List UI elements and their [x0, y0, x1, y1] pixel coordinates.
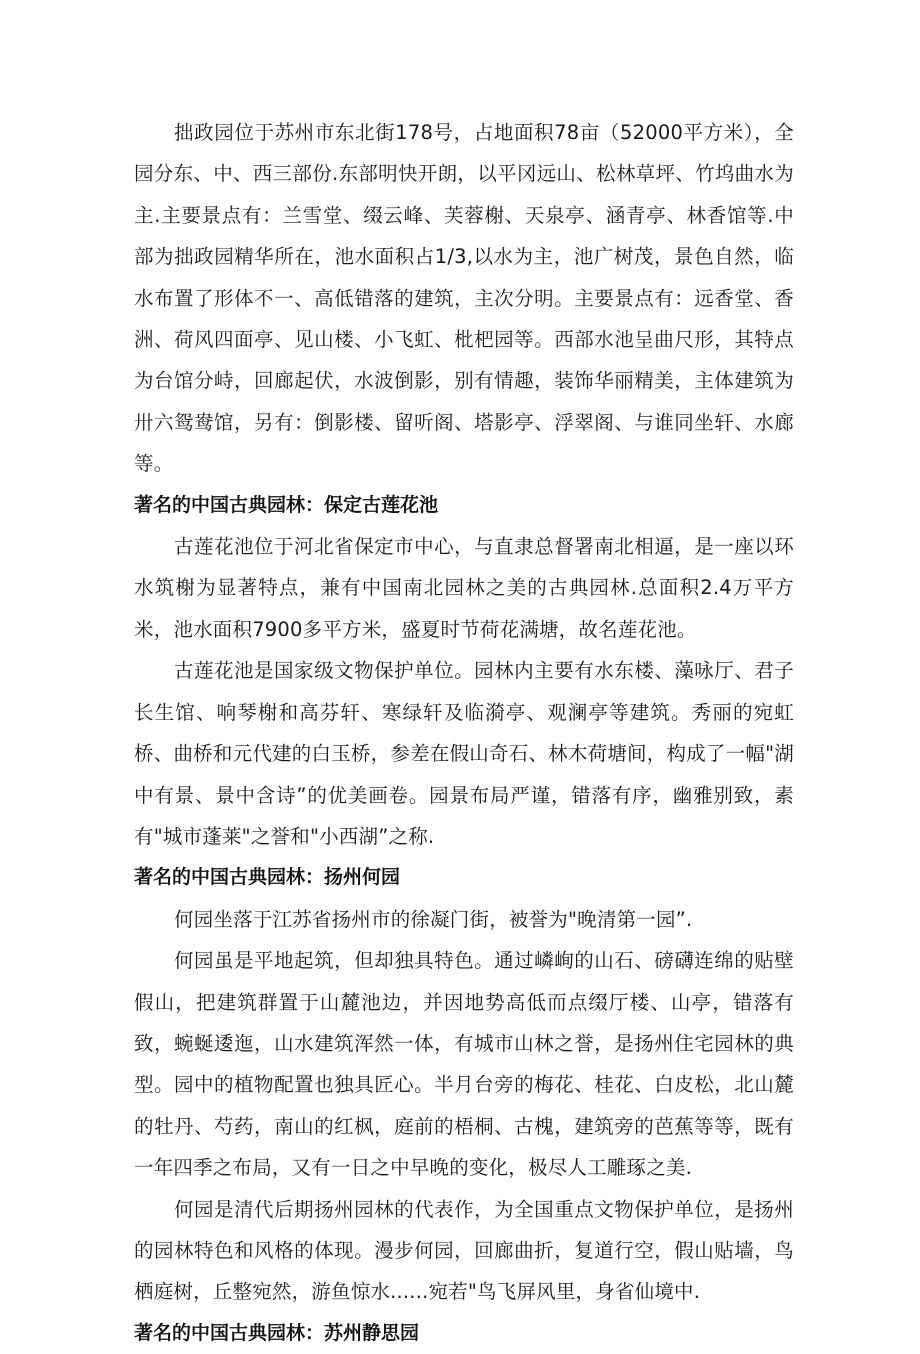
section-heading-baoding-lotus-pond: 著名的中国古典园林：保定古莲花池: [134, 493, 439, 516]
paragraph-zhuozheng-garden: 拙政园位于苏州市东北街178号，占地面积78亩（52000平方米），全园分东、中、西三部份.东部明快开朗，以平冈远山、松林草坪、竹坞曲水为主.主要景点有：兰雪堂、缀云峰、芙蓉榭、天泉亭、涵青亭、林香馆等.中部为拙政园精华所在，池水面积占1/3,以水为主，池广树茂，景色自然，临水布置了形体不一、高低错落的建筑，主次分明。主要景点有：远香堂、香洲、荷风四面亭、见山楼、小飞虹、枇杷园等。西部水池呈曲尺形，其特点为台馆分峙，回廊起伏，水波倒影，别有情趣，装饰华丽精美，主体建筑为卅六鸳鸯馆，另有：倒影楼、留听阁、塔影亭、浮翠阁、与谁同坐轩、水廊等。: [134, 121, 794, 476]
paragraph-lotus-pond-intro: 古莲花池位于河北省保定市中心，与直隶总督署南北相逼，是一座以环水筑榭为显著特点，兼有中国南北园林之美的古典园林.总面积2.4万平方米，池水面积7900多平方米，盛夏时节荷花满塘，故名莲花池。: [134, 535, 794, 641]
document-body: [134, 112, 794, 1354]
paragraph-lotus-pond-details: 古莲花池是国家级文物保护单位。园林内主要有水东楼、藻咏厅、君子长生馆、响琴榭和高芬轩、寒绿轩及临漪亭、观澜亭等建筑。秀丽的宛虹桥、曲桥和元代建的白玉桥，参差在假山奇石、林木荷塘间，构成了一幅"湖中有景、景中含诗”的优美画卷。园景布局严谨，错落有序，幽雅别致，素有"城市蓬莱"之誉和"小西湖”之称.: [134, 659, 794, 848]
section-heading-suzhou-jingsi-garden: 著名的中国古典园林：苏州静思园: [134, 1321, 420, 1344]
paragraph-he-garden-significance: 何园是清代后期扬州园林的代表作，为全国重点文物保护单位，是扬州的园林特色和风格的体现。漫步何园，回廊曲折，复道行空，假山贴墙，鸟栖庭树，丘整宛然，游鱼惊水......宛若"鸟飞屏风里，身省仙境中.: [134, 1197, 794, 1304]
section-heading-yangzhou-he-garden: 著名的中国古典园林：扬州何园: [134, 866, 401, 889]
paragraph-he-garden-features: 何园虽是平地起筑，但却独具特色。通过嶙峋的山石、磅礴连绵的贴壁假山，把建筑群置于山麓池边，并因地势高低而点缀厅楼、山亭，错落有致，蜿蜒逶迤，山水建筑浑然一体，有城市山林之誉，是扬州住宅园林的典型。园中的植物配置也独具匠心。半月台旁的梅花、桂花、白皮松，北山麓的牡丹、芍药，南山的红枫，庭前的梧桐、古槐，建筑旁的芭蕉等等，既有一年四季之布局，又有一日之中早晚的变化，极尽人工雕琢之美.: [134, 949, 794, 1180]
paragraph-he-garden-location: 何园坐落于江苏省扬州市的徐凝门街，被誉为"晚清第一园”.: [174, 907, 693, 931]
